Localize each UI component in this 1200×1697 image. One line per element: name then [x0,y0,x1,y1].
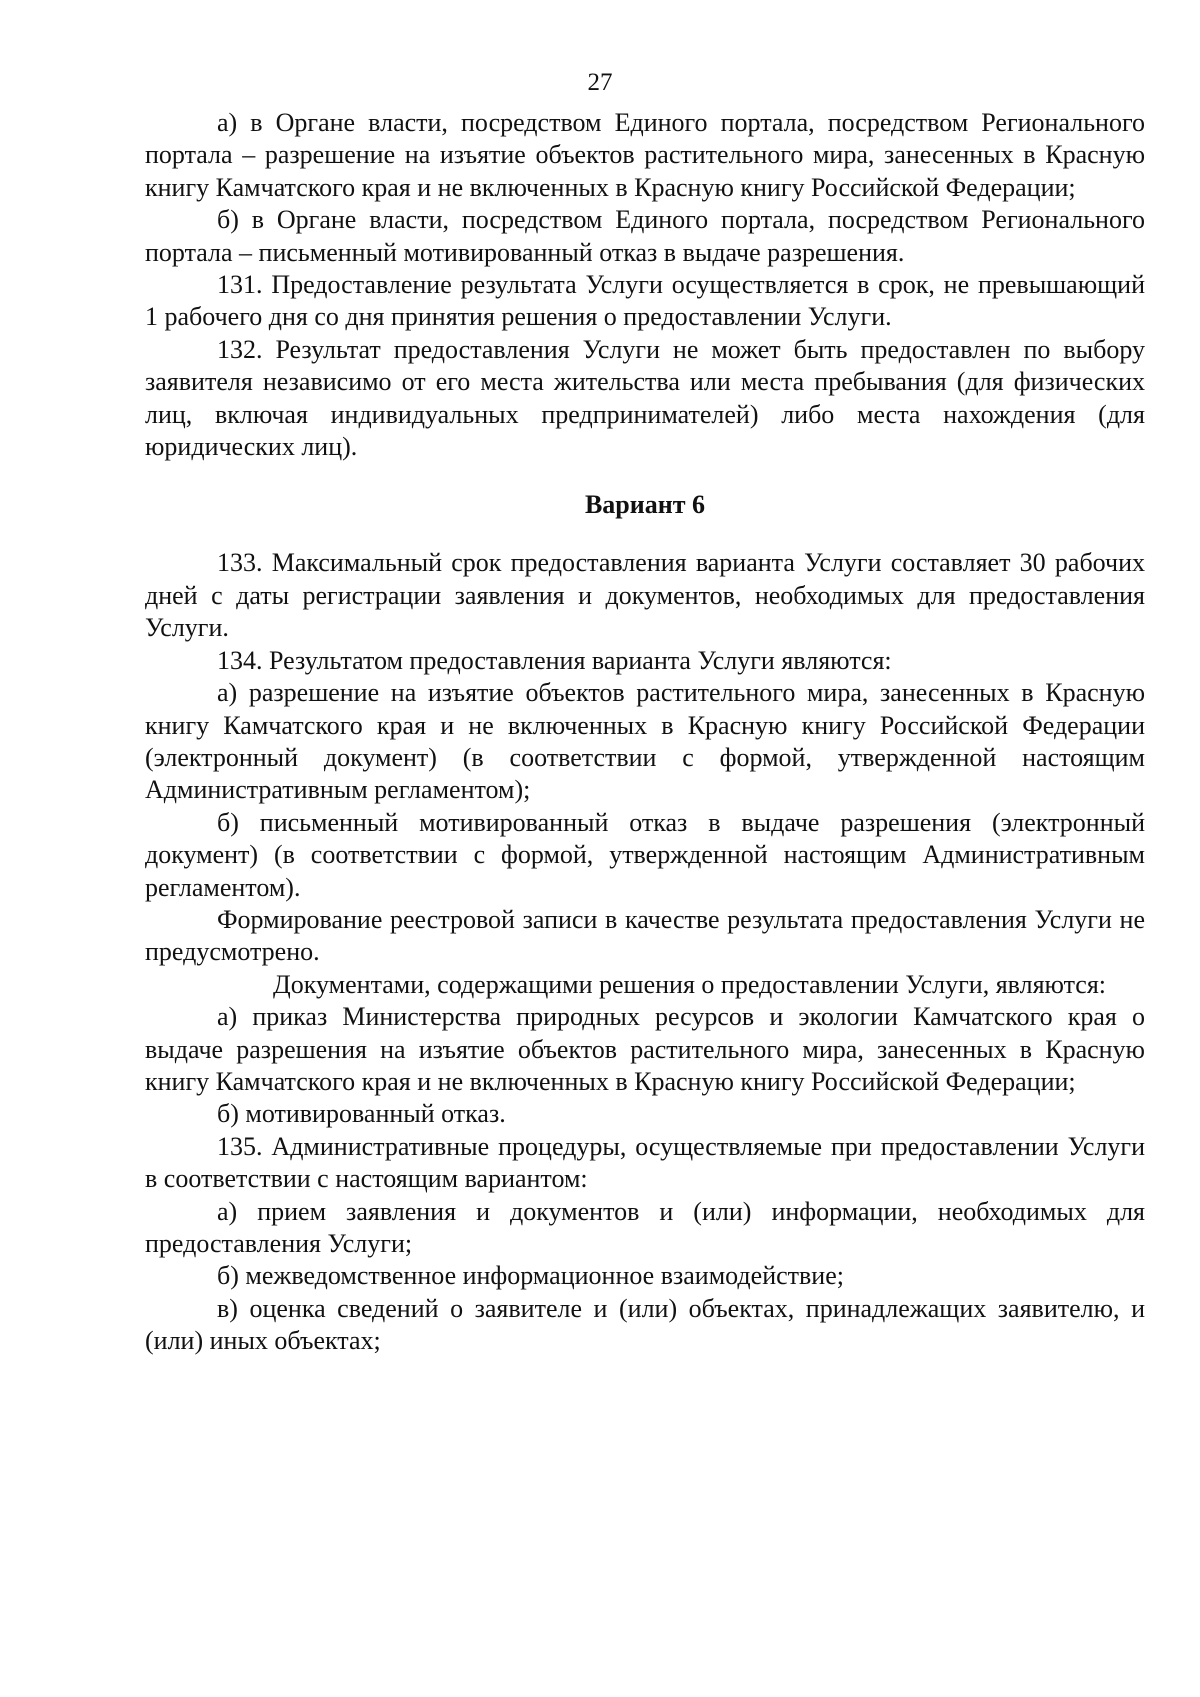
paragraph-result-b: б) в Органе власти, посредством Единого портала, посредством Регионального портала – письменный мотивированный отказ в выдаче разрешения. [145,205,1145,267]
paragraph-132: 132. Результат предоставления Услуги не может быть предоставлен по выбору заявителя независимо от его места жительства или места пребывания (для физических лиц, включая индивидуальных предпринимателей) либо места нахождения (для юридических лиц). [145,334,1145,462]
paragraph-decision-a: а) приказ Министерства природных ресурсов и экологии Камчатского края о выдаче разрешения на изъятие объектов растительного мира, занесенных в Красную книгу Камчатского края и не включенных в Красную книгу Российской Федерации; [145,1002,1145,1096]
paragraph-133: 133. Максимальный срок предоставления варианта Услуги составляет 30 рабочих дней с даты регистрации заявления и документов, необходимых для предоставления Услуги. [145,548,1145,643]
paragraph-135-c: в) оценка сведений о заявителе и (или) объектах, принадлежащих заявителю, и (или) иных объектах; [145,1293,1145,1356]
paragraph-135-b: б) межведомственное информационное взаимодействие; [217,1261,844,1291]
paragraph-134-a: а) разрешение на изъятие объектов растительного мира, занесенных в Красную книгу Камчатского края и не включенных в Красную книгу Российской Федерации (электронный документ) (в соответствии с формой, утвержденной настоящим Административным регламентом); [145,678,1145,805]
paragraph-131: 131. Предоставление результата Услуги осуществляется в срок, не превышающий 1 рабочего дня со дня принятия решения о предоставлении Услуги. [145,270,1145,332]
document-body [145,107,1145,1358]
paragraph-134: 134. Результатом предоставления варианта Услуги являются: [217,645,892,675]
paragraph-134-b: б) письменный мотивированный отказ в выдаче разрешения (электронный документ) (в соответствии с формой, утвержденной настоящим Административным регламентом). [145,807,1145,902]
paragraph-registry-record: Формирование реестровой записи в качестве результата предоставления Услуги не предусмотрено. [145,904,1145,967]
paragraph-decision-documents: Документами, содержащими решения о предоставлении Услуги, являются: [273,969,1107,999]
paragraph-135: 135. Административные процедуры, осуществляемые при предоставлении Услуги в соответствии с настоящим вариантом: [145,1131,1145,1194]
paragraph-135-a: а) прием заявления и документов и (или) информации, необходимых для предоставления Услуги; [145,1196,1145,1258]
paragraph-decision-b: б) мотивированный отказ. [217,1099,506,1129]
page-number: 27 [587,69,613,96]
paragraph-result-a: а) в Органе власти, посредством Единого портала, посредством Регионального портала – разрешение на изъятие объектов растительного мира, занесенных в Красную книгу Камчатского края и не включенных в Красную книгу Российской Федерации; [145,108,1145,202]
section-heading-variant-6: Вариант 6 [584,490,706,520]
